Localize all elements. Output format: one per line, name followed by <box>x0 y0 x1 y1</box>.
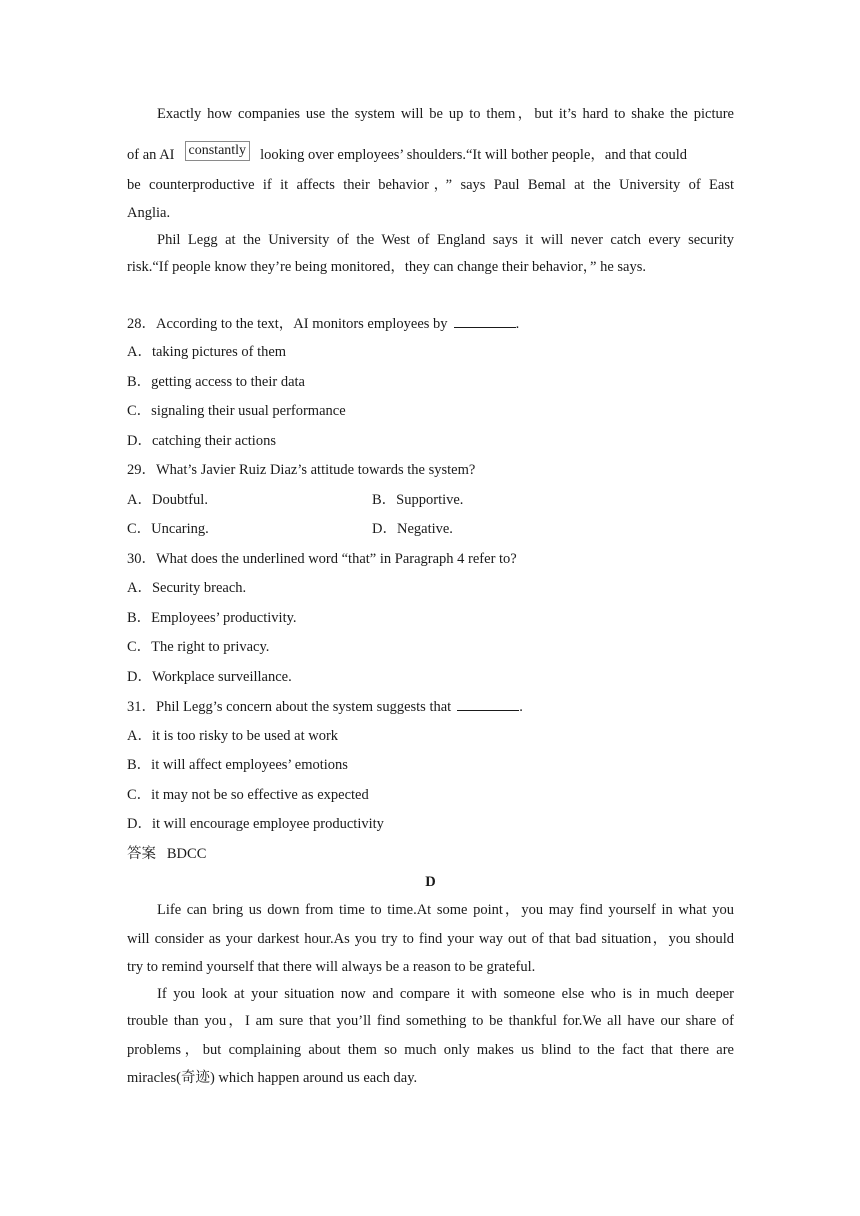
question-30-stem: 30．What does the underlined word “that” in Paragraph 4 refer to? <box>127 551 517 567</box>
question-28-option-c: C．signaling their usual performance <box>127 403 346 419</box>
question-31-option-a: A．it is too risky to be used at work <box>127 728 339 744</box>
question-29-option-a: A．Doubtful. <box>127 492 208 508</box>
passage-c-p1-line2-before: of an AI <box>127 147 175 163</box>
question-30-option-c: C．The right to privacy. <box>127 639 270 655</box>
question-29-row2 <box>127 519 734 539</box>
passage-c-p2-line2: risk.“If people know they’re being monitored，they can change their behavior，” he says. <box>127 259 646 275</box>
passage-d-p1-line2: will consider as your darkest hour.As you try to find your way out of that bad situation，you should <box>127 931 734 947</box>
question-28-text: 28．According to the text，AI monitors employees by <box>127 316 448 332</box>
question-28-option-d: D．catching their actions <box>127 433 276 449</box>
question-31-tail: . <box>519 699 523 715</box>
passage-c-p1-line1: Exactly how companies use the system will be up to them，but it’s hard to shake the picture <box>157 106 734 122</box>
answer-line <box>127 844 734 864</box>
question-30-option-d: D．Workplace surveillance. <box>127 669 292 685</box>
passage-c-p1-line4: Anglia. <box>127 205 171 221</box>
passage-c-p1-line3: be counterproductive if it affects their behavior，” says Paul Bemal at the University of East <box>127 177 734 193</box>
question-29-option-b: B．Supportive. <box>372 492 464 508</box>
passage-c-p1-line2 <box>127 145 734 166</box>
question-31-stem <box>127 696 734 717</box>
answer-value: BDCC <box>166 846 207 862</box>
passage-c-p1-line2-after: looking over employees’ shoulders.“It will bother people，and that could <box>260 147 688 163</box>
question-31-option-d: D．it will encourage employee productivity <box>127 816 384 832</box>
answer-blank <box>457 696 519 711</box>
passage-c-p2-line1: Phil Legg at the University of the West of England says it will never catch every security <box>157 232 734 248</box>
question-31-text: 31．Phil Legg’s concern about the system suggests that <box>127 699 452 715</box>
answer-label: 答案 <box>127 846 156 862</box>
passage-d-p2-line1: If you look at your situation now and compare it with someone else who is in much deeper <box>157 986 734 1002</box>
passage-d-p1-line3: try to remind yourself that there will always be a reason to be grateful. <box>127 959 536 975</box>
passage-d-p1-line1: Life can bring us down from time to time.At some point，you may find yourself in what you <box>157 902 734 918</box>
question-30-option-a: A．Security breach. <box>127 580 247 596</box>
question-29-row1 <box>127 490 734 510</box>
passage-d-heading: D <box>425 874 436 890</box>
question-31-option-c: C．it may not be so effective as expected <box>127 787 369 803</box>
question-29-stem: 29．What’s Javier Ruiz Diaz’s attitude towards the system? <box>127 462 476 478</box>
question-28-option-b: B．getting access to their data <box>127 374 305 390</box>
answer-blank <box>454 313 516 328</box>
question-30-option-b: B．Employees’ productivity. <box>127 610 297 626</box>
question-28-option-a: A．taking pictures of them <box>127 344 287 360</box>
passage-d-p2-line3: problems，but complaining about them so much only makes us blind to the fact that there are <box>127 1042 734 1058</box>
question-28-tail: . <box>515 316 520 332</box>
question-29-option-d: D．Negative. <box>372 521 453 537</box>
passage-d-p2-line2: trouble than you，I am sure that you’ll find something to be thankful for.We all have our share of <box>127 1013 734 1029</box>
passage-d-p2-line4: miracles(奇迹) which happen around us each day. <box>127 1070 418 1086</box>
question-28-stem <box>127 313 734 334</box>
question-31-option-b: B．it will affect employees’ emotions <box>127 757 348 773</box>
question-29-option-c: C．Uncaring. <box>127 521 209 537</box>
boxed-word: constantly <box>185 141 251 161</box>
